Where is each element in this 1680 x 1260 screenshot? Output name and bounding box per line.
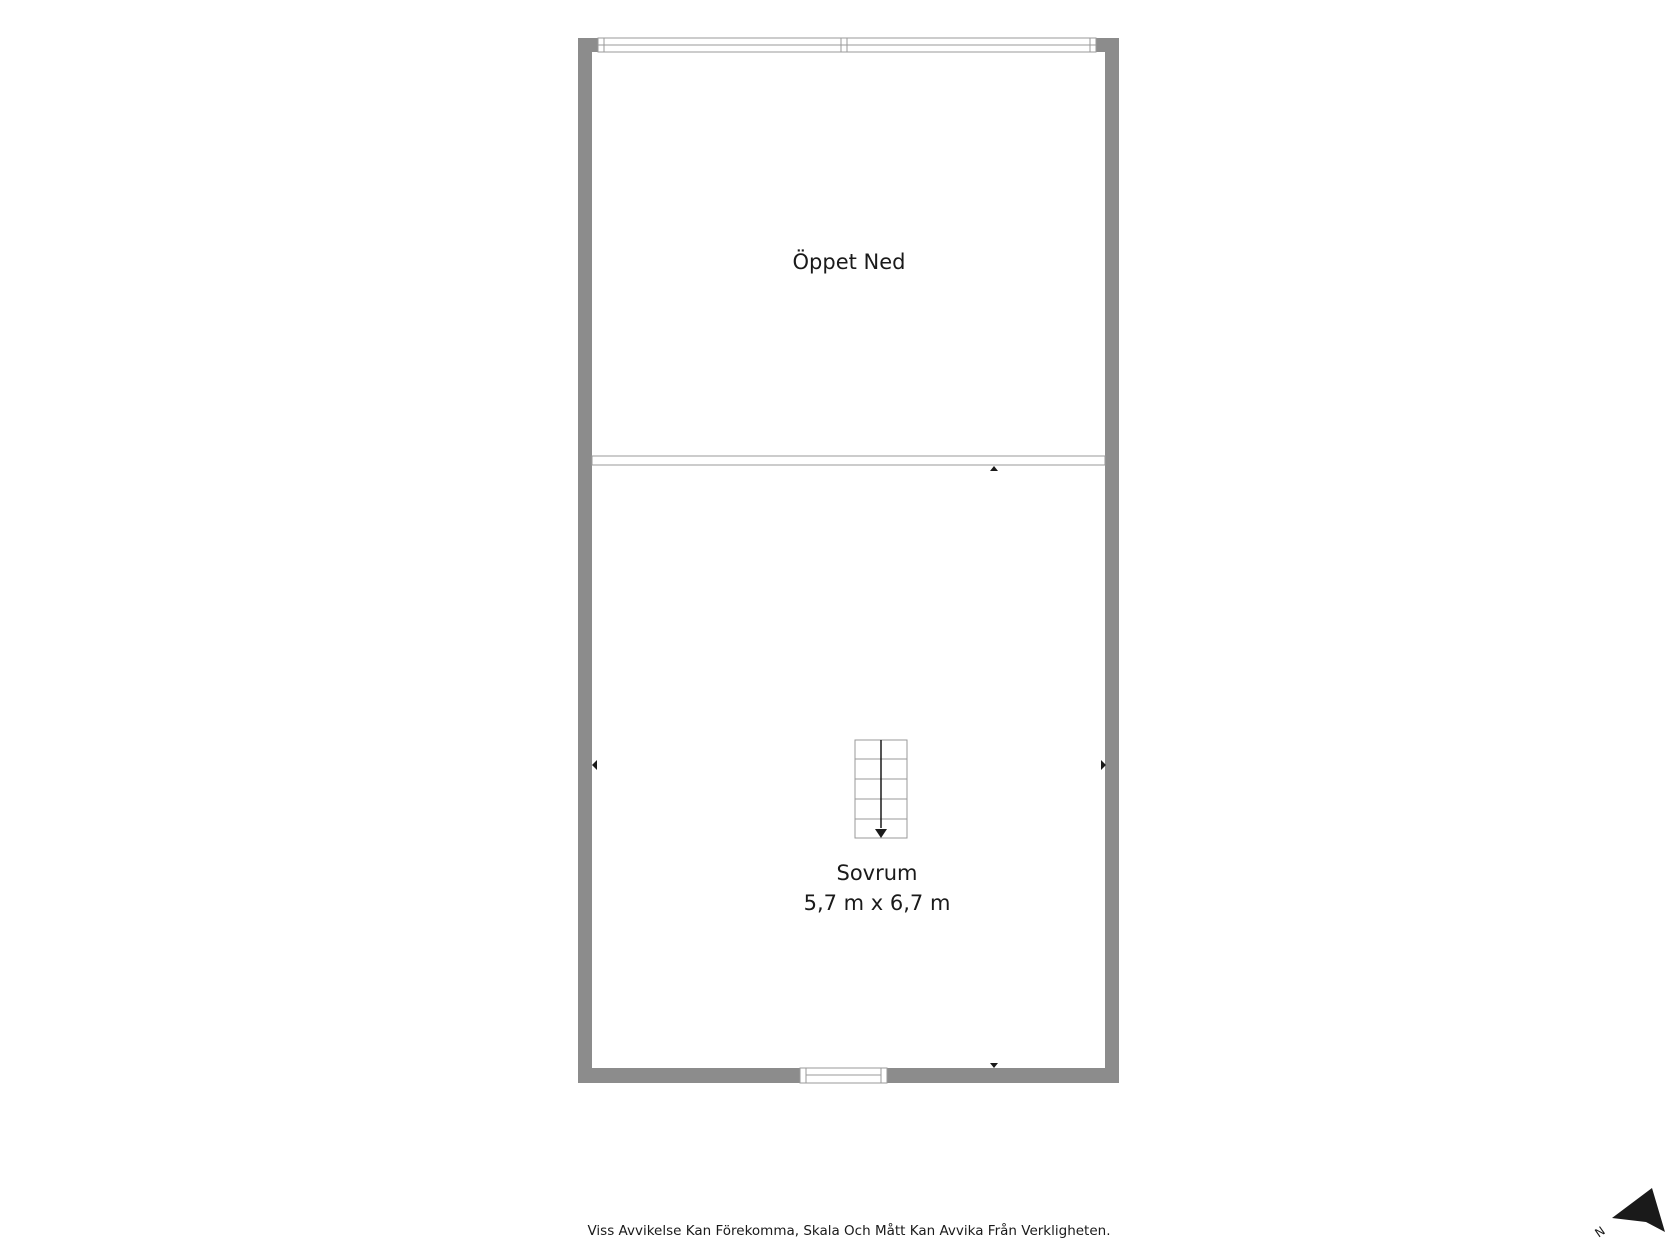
compass-north-label: N xyxy=(1592,1223,1608,1241)
room-label-sovrum: Sovrum xyxy=(836,861,918,885)
marker-left xyxy=(592,760,597,770)
room-dimensions-sovrum: 5,7 m x 6,7 m xyxy=(803,891,951,915)
wall-left xyxy=(578,38,592,1083)
window-bottom xyxy=(800,1068,887,1083)
wall-right xyxy=(1105,38,1119,1083)
marker-top xyxy=(990,466,998,471)
window-top xyxy=(598,38,1096,52)
staircase xyxy=(855,740,907,838)
disclaimer-text: Viss Avvikelse Kan Förekomma, Skala Och Mått Kan Avvika Från Verkligheten. xyxy=(587,1223,1111,1239)
room-label-oppet-ned: Öppet Ned xyxy=(792,250,906,274)
marker-bottom xyxy=(990,1063,998,1068)
north-arrow-icon xyxy=(1592,1188,1665,1240)
railing xyxy=(592,456,1105,465)
exterior-walls xyxy=(578,38,1119,1083)
dimension-markers xyxy=(592,466,1106,1068)
